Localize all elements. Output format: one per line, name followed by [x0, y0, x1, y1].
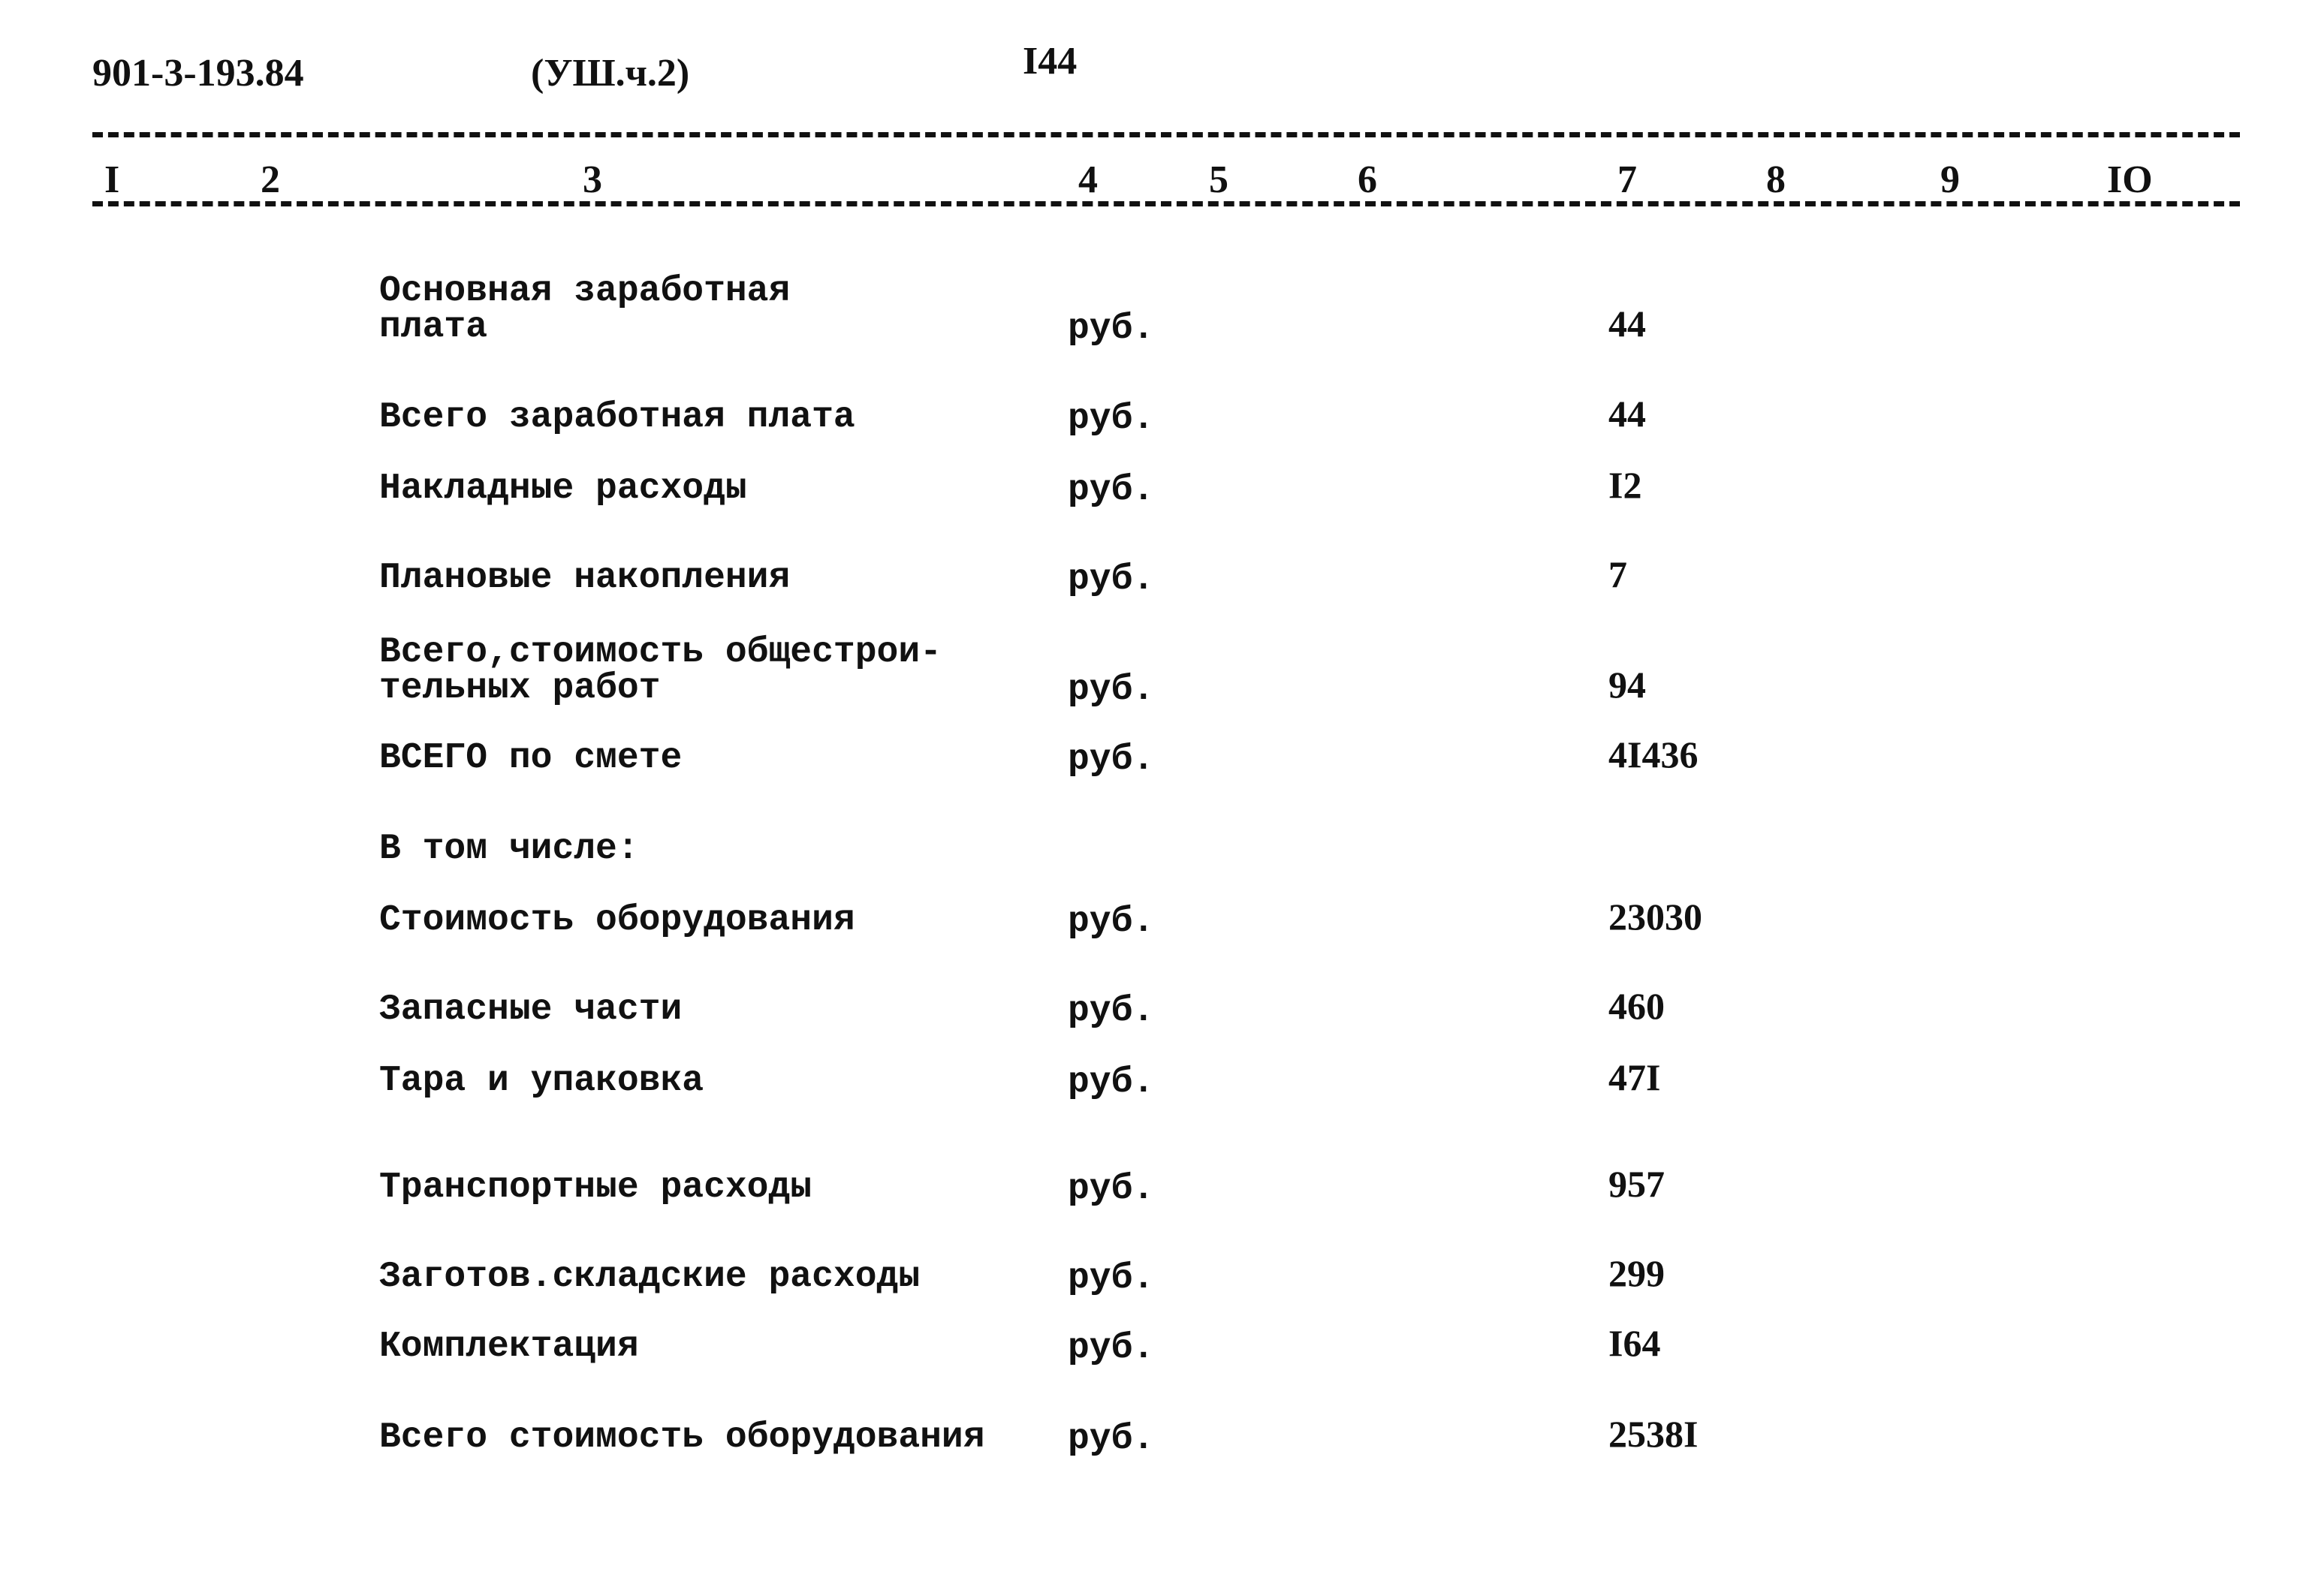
row-label: Основная заработная плата [379, 271, 791, 348]
row-value: 299 [1608, 1252, 1665, 1294]
row-unit: руб. [1068, 1169, 1155, 1209]
column-number: I [104, 158, 120, 201]
row-unit: руб. [1068, 470, 1155, 510]
row-unit: руб. [1068, 1062, 1155, 1103]
row-value: 7 [1608, 553, 1627, 595]
header-divider-bottom [92, 201, 2240, 206]
row-value: I64 [1608, 1322, 1661, 1364]
row-label: Комплектация [379, 1326, 639, 1367]
row-value: 23030 [1608, 896, 1702, 938]
row-label: Всего,стоимость общестрои- тельных работ [379, 632, 942, 709]
column-number: IO [2107, 158, 2153, 201]
row-unit: руб. [1068, 902, 1155, 942]
column-number: 8 [1766, 158, 1786, 201]
column-number: 7 [1617, 158, 1637, 201]
row-label: Тара и упаковка [379, 1061, 704, 1101]
row-label: В том числе: [379, 829, 639, 869]
row-unit: руб. [1068, 559, 1155, 600]
row-label: Плановые накопления [379, 558, 791, 598]
row-label: Всего заработная плата [379, 397, 855, 438]
row-label: Накладные расходы [379, 468, 747, 509]
row-label: Запасные части [379, 989, 683, 1030]
row-label: Всего стоимость оборудования [379, 1417, 985, 1458]
column-number: 6 [1358, 158, 1377, 201]
row-unit: руб. [1068, 309, 1155, 349]
row-value: 94 [1608, 664, 1646, 706]
row-value: 460 [1608, 985, 1665, 1027]
row-value: I2 [1608, 464, 1642, 506]
row-unit: руб. [1068, 670, 1155, 710]
row-label: Транспортные расходы [379, 1167, 812, 1208]
column-number: 2 [261, 158, 280, 201]
row-value: 44 [1608, 303, 1646, 345]
row-value: 44 [1608, 393, 1646, 435]
row-unit: руб. [1068, 991, 1155, 1031]
row-unit: руб. [1068, 1258, 1155, 1299]
row-unit: руб. [1068, 739, 1155, 780]
column-number: 3 [583, 158, 602, 201]
row-unit: руб. [1068, 1328, 1155, 1369]
section-label: (УШ.ч.2) [531, 52, 690, 95]
row-label: ВСЕГО по смете [379, 738, 683, 778]
row-label: Заготов.складские расходы [379, 1257, 921, 1297]
row-value: 957 [1608, 1163, 1665, 1205]
row-unit: руб. [1068, 1419, 1155, 1459]
header-divider-top [92, 132, 2240, 137]
column-number: 5 [1209, 158, 1228, 201]
page-number: I44 [1023, 40, 1078, 83]
row-value: 47I [1608, 1056, 1661, 1098]
column-number: 4 [1078, 158, 1098, 201]
column-number: 9 [1940, 158, 1960, 201]
document-code: 901-3-193.84 [92, 52, 304, 95]
row-value: 4I436 [1608, 733, 1699, 775]
row-label: Стоимость оборудования [379, 900, 855, 941]
row-unit: руб. [1068, 399, 1155, 439]
row-value: 2538I [1608, 1413, 1699, 1455]
